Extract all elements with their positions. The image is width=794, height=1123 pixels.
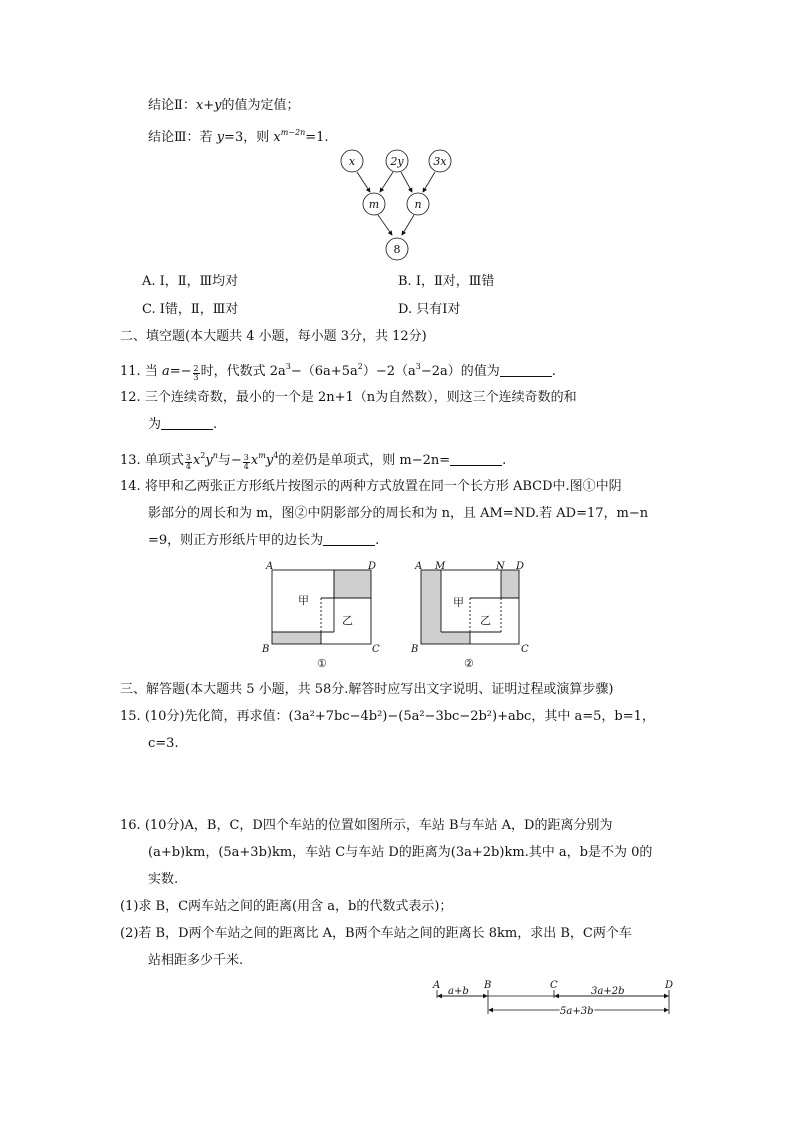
question-16-line3: 实数.: [148, 872, 179, 887]
answer-blank[interactable]: [161, 417, 213, 430]
question-16-part1: (1)求 B，C两车站之间的距离(用含 a，b的代数式表示)；: [120, 899, 453, 914]
point-b: B: [484, 980, 492, 991]
label-2y: 2y: [390, 155, 404, 168]
label-n: n: [414, 198, 422, 211]
fig1-label-c: C: [372, 644, 380, 655]
fig2-label-c: C: [521, 644, 529, 655]
figure-14-2: [421, 570, 519, 644]
label-x: x: [348, 155, 356, 168]
fraction: $\frac{2}{3}$: [193, 364, 199, 382]
fig2-label-a: A: [415, 561, 423, 572]
question-16-part2-line2: 站相距多少千米.: [148, 953, 244, 968]
fraction: $\frac{3}{4}$: [243, 453, 249, 471]
fig2-label-jia: 甲: [453, 596, 464, 609]
point-c: C: [550, 980, 558, 991]
question-15: 15. (10分)先化简，再求值：(3a²+7bc−4b²)−(5a²−3bc−2b²)+abc，其中 a=5，b=1，: [120, 709, 655, 724]
option-d: D. 只有Ⅰ对: [398, 302, 461, 317]
label-8: 8: [393, 243, 401, 256]
segment-bd-label: 5a+3b: [560, 1006, 594, 1017]
question-14-line3: =9，则正方形纸片甲的边长为 .: [148, 533, 380, 548]
fig1-label-a: A: [266, 561, 274, 572]
option-b: B. Ⅰ，Ⅱ对，Ⅲ错: [398, 274, 495, 289]
fig1-caption: ①: [317, 657, 327, 670]
section-3-heading: 三、解答题(本大题共 5 小题，共 58分.解答时应写出文字说明、证明过程或演算步骤): [120, 682, 614, 697]
point-d: D: [665, 980, 674, 991]
segment-ab-label: a+b: [448, 986, 469, 997]
fig1-label-yi: 乙: [342, 614, 353, 627]
question-11: 11. 当 a=− $\frac{2}{3}$ 时，代数式 $2a^3-(6a+5a^2)-2(a^3-2a)$的值为 .: [120, 362, 556, 382]
question-16-part2: (2)若 B，D两个车站之间的距离比 A，B两个车站之间的距离长 8km，求出 B，C两个车: [120, 926, 632, 941]
conclusion-2: 结论Ⅱ：x+y的值为定值；: [148, 98, 300, 113]
figure-14-1: [272, 570, 371, 644]
question-16-line2: (a+b)km，(5a+3b)km，车站 C与车站 D的距离为(3a+2b)km.其中 a，b是不为 0的: [148, 845, 653, 860]
fig2-label-yi: 乙: [480, 614, 491, 627]
fig2-caption: ②: [464, 657, 474, 670]
answer-blank[interactable]: [450, 453, 502, 466]
question-14-line2: 影部分的周长和为 m，图②中阴影部分的周长和为 n，且 AM=ND.若 AD=17，m−n: [148, 506, 649, 521]
figure-14: [258, 560, 538, 675]
fig1-label-jia: 甲: [298, 594, 309, 607]
answer-blank[interactable]: [323, 533, 375, 546]
question-12-line2: 为 .: [148, 417, 218, 432]
option-c: C. Ⅰ错，Ⅱ，Ⅲ对: [142, 302, 239, 317]
option-a: A. Ⅰ，Ⅱ，Ⅲ均对: [142, 274, 239, 289]
segment-cd-label: 3a+2b: [591, 986, 625, 997]
question-15-line2: c=3.: [148, 736, 179, 751]
question-14: 14. 将甲和乙两张正方形纸片按图示的两种方式放置在同一个长方形 ABCD中.图①中阴: [120, 479, 622, 494]
fig1-label-d: D: [368, 561, 377, 572]
fig2-label-n: N: [496, 561, 505, 572]
question-12: 12. 三个连续奇数，最小的一个是 2n+1（n为自然数），则这三个连续奇数的和: [120, 390, 577, 405]
section-2-heading: 二、填空题(本大题共 4 小题，每小题 3分，共 12分): [120, 329, 427, 344]
question-16: 16. (10分)A，B，C，D四个车站的位置如图所示，车站 B与车站 A，D的距离分别为: [120, 818, 613, 833]
label-m: m: [368, 198, 380, 211]
answer-blank[interactable]: [500, 364, 552, 377]
fraction: $\frac{3}{4}$: [185, 453, 191, 471]
fig2-label-d: D: [516, 561, 525, 572]
fig2-label-b: B: [411, 644, 419, 655]
label-3x: 3x: [433, 155, 447, 168]
tree-diagram: [330, 145, 465, 265]
conclusion-3: 结论Ⅲ：若 y=3，则 $x^{m-2n}=1$.: [148, 128, 329, 145]
point-a: A: [433, 980, 441, 991]
fig1-label-b: B: [262, 644, 270, 655]
fig2-label-m: M: [435, 561, 446, 572]
question-13: 13. 单项式 $\frac{3}{4}$ $x^2y^n$与− $\frac{3}{4}$ $x^my^4$的差仍是单项式，则 m−2n= .: [120, 451, 507, 471]
figure-16: [428, 978, 678, 1020]
